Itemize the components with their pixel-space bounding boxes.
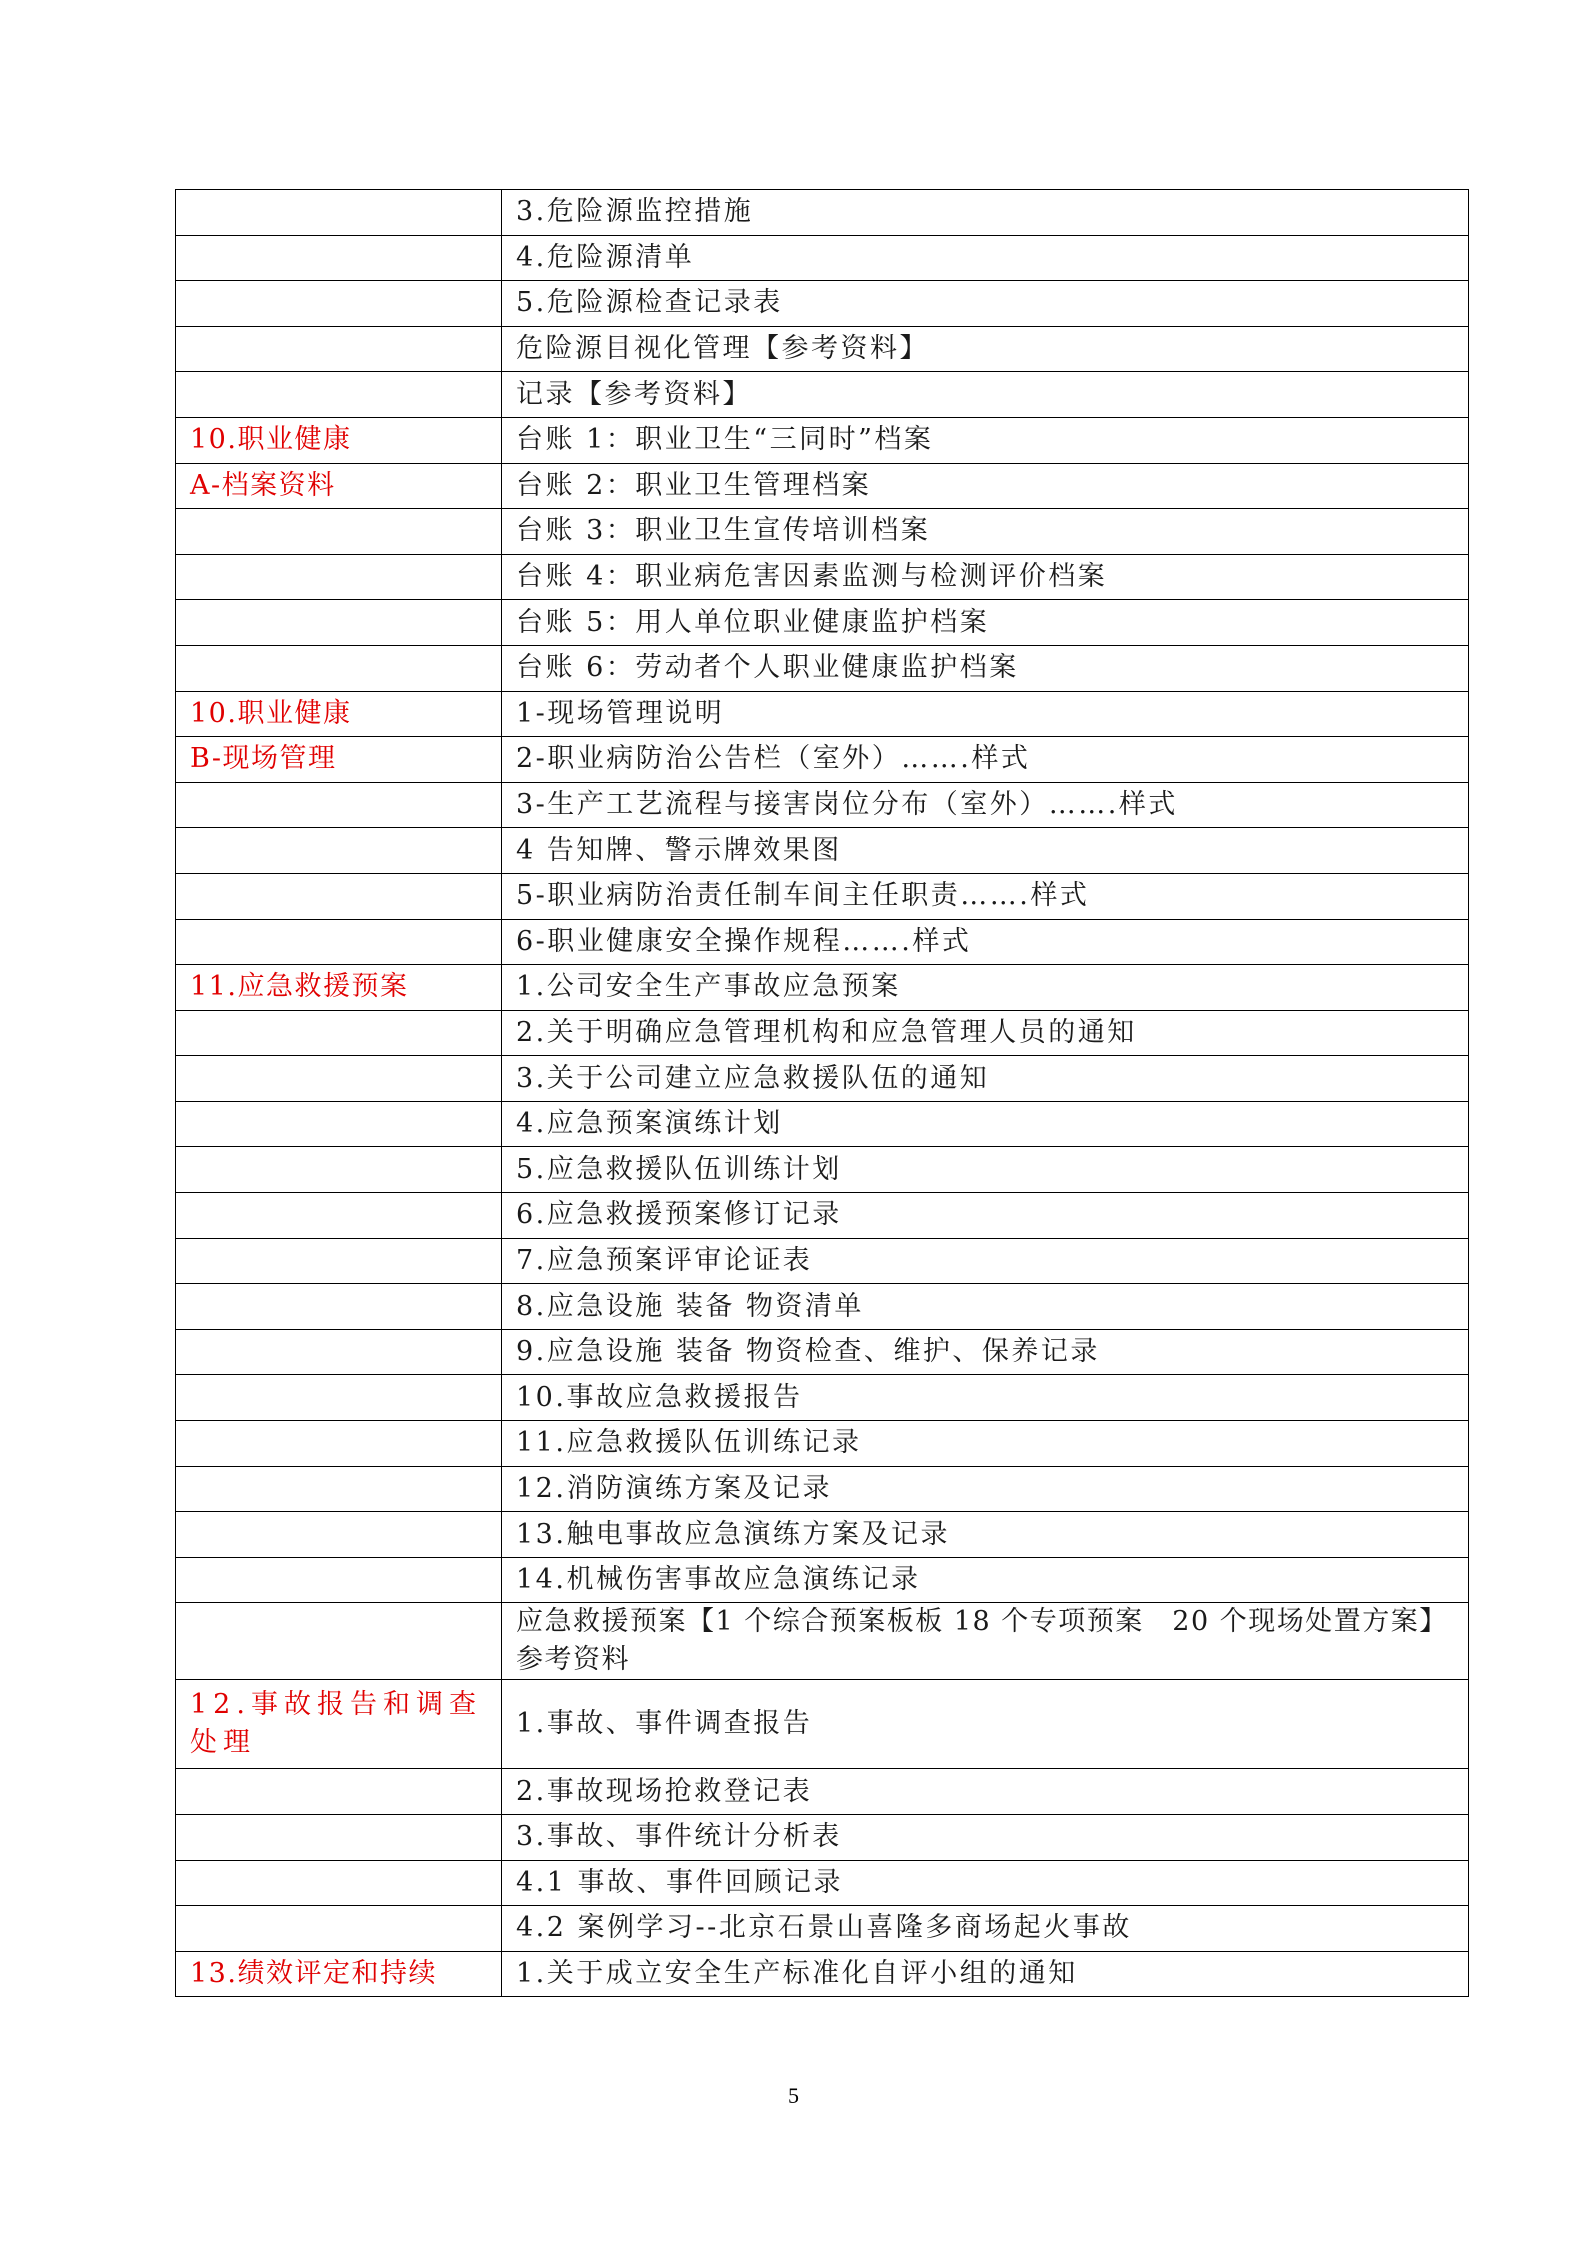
section-cell (176, 873, 502, 919)
table-row (176, 782, 1469, 828)
section-cell (176, 281, 502, 327)
item-cell: 13.触电事故应急演练方案及记录 (502, 1512, 1469, 1558)
table-row (176, 1512, 1469, 1558)
section-cell: B-现场管理 (176, 737, 502, 783)
section-cell (176, 919, 502, 965)
item-cell: 3-生产工艺流程与接害岗位分布（室外）…….样式 (502, 782, 1469, 828)
section-cell (176, 1512, 502, 1558)
item-cell: 2-职业病防治公告栏（室外）…….样式 (502, 737, 1469, 783)
table-row (176, 1147, 1469, 1193)
item-cell: 1.公司安全生产事故应急预案 (502, 965, 1469, 1011)
table-row (176, 1284, 1469, 1330)
section-cell (176, 1329, 502, 1375)
section-cell (176, 1466, 502, 1512)
section-cell (176, 190, 502, 236)
item-cell: 台账 6：劳动者个人职业健康监护档案 (502, 645, 1469, 691)
item-cell: 台账 2：职业卫生管理档案 (502, 463, 1469, 509)
section-cell (176, 1284, 502, 1330)
item-cell: 3.关于公司建立应急救援队伍的通知 (502, 1056, 1469, 1102)
table-row (176, 509, 1469, 555)
table-row (176, 873, 1469, 919)
table-row (176, 1010, 1469, 1056)
item-cell: 14.机械伤害事故应急演练记录 (502, 1557, 1469, 1603)
table-row (176, 190, 1469, 236)
section-cell (176, 1603, 502, 1680)
section-cell (176, 645, 502, 691)
item-cell: 1-现场管理说明 (502, 691, 1469, 737)
section-cell (176, 1147, 502, 1193)
section-cell: A-档案资料 (176, 463, 502, 509)
section-cell (176, 1906, 502, 1952)
item-cell: 台账 1：职业卫生“三同时”档案 (502, 417, 1469, 463)
page-number: 5 (788, 2083, 799, 2108)
item-cell: 11.应急救援队伍训练记录 (502, 1421, 1469, 1467)
section-cell (176, 509, 502, 555)
table-row (176, 1238, 1469, 1284)
table-row (176, 1329, 1469, 1375)
table-row (176, 372, 1469, 418)
table-row (176, 1421, 1469, 1467)
item-cell: 10.事故应急救援报告 (502, 1375, 1469, 1421)
item-cell: 4.2 案例学习--北京石景山喜隆多商场起火事故 (502, 1906, 1469, 1952)
table-row (176, 235, 1469, 281)
item-cell: 2.关于明确应急管理机构和应急管理人员的通知 (502, 1010, 1469, 1056)
section-cell: 12.事故报告和调查处理 (176, 1680, 502, 1769)
section-cell (176, 1860, 502, 1906)
section-cell (176, 828, 502, 874)
section-cell (176, 326, 502, 372)
table-row (176, 417, 1469, 463)
section-cell (176, 1101, 502, 1147)
document-table (175, 189, 1469, 1997)
item-cell: 台账 5：用人单位职业健康监护档案 (502, 600, 1469, 646)
table-row (176, 463, 1469, 509)
table-row (176, 281, 1469, 327)
table-row (176, 1951, 1469, 1997)
item-cell: 3.危险源监控措施 (502, 190, 1469, 236)
section-cell (176, 600, 502, 646)
table-row (176, 737, 1469, 783)
table-row (176, 1815, 1469, 1861)
item-cell: 2.事故现场抢救登记表 (502, 1769, 1469, 1815)
section-cell: 10.职业健康 (176, 691, 502, 737)
item-cell: 4 告知牌、警示牌效果图 (502, 828, 1469, 874)
table-row (176, 1193, 1469, 1239)
section-cell (176, 372, 502, 418)
item-cell: 7.应急预案评审论证表 (502, 1238, 1469, 1284)
item-cell: 4.应急预案演练计划 (502, 1101, 1469, 1147)
table-row (176, 600, 1469, 646)
item-cell: 6.应急救援预案修订记录 (502, 1193, 1469, 1239)
table-row (176, 326, 1469, 372)
item-cell: 1.关于成立安全生产标准化自评小组的通知 (502, 1951, 1469, 1997)
item-cell: 12.消防演练方案及记录 (502, 1466, 1469, 1512)
table-row (176, 691, 1469, 737)
item-cell: 9.应急设施 装备 物资检查、维护、保养记录 (502, 1329, 1469, 1375)
section-cell (176, 1010, 502, 1056)
table-row (176, 919, 1469, 965)
table-row (176, 1466, 1469, 1512)
table-row (176, 1680, 1469, 1769)
table-row (176, 1056, 1469, 1102)
table-body (176, 190, 1469, 1997)
section-cell (176, 1193, 502, 1239)
section-cell (176, 1421, 502, 1467)
item-cell: 台账 3：职业卫生宣传培训档案 (502, 509, 1469, 555)
section-cell (176, 235, 502, 281)
table-row (176, 1906, 1469, 1952)
section-cell: 13.绩效评定和持续 (176, 1951, 502, 1997)
section-cell (176, 782, 502, 828)
item-cell: 危险源目视化管理【参考资料】 (502, 326, 1469, 372)
section-cell (176, 1375, 502, 1421)
section-cell (176, 1769, 502, 1815)
item-cell: 5.危险源检查记录表 (502, 281, 1469, 327)
section-cell (176, 1815, 502, 1861)
table-row (176, 645, 1469, 691)
section-cell: 11.应急救援预案 (176, 965, 502, 1011)
item-cell: 8.应急设施 装备 物资清单 (502, 1284, 1469, 1330)
item-cell: 记录【参考资料】 (502, 372, 1469, 418)
section-cell: 10.职业健康 (176, 417, 502, 463)
table-row (176, 965, 1469, 1011)
section-cell (176, 554, 502, 600)
table-row (176, 554, 1469, 600)
table-row (176, 1375, 1469, 1421)
section-cell (176, 1557, 502, 1603)
item-cell: 5-职业病防治责任制车间主任职责…….样式 (502, 873, 1469, 919)
item-cell: 4.危险源清单 (502, 235, 1469, 281)
item-cell: 6-职业健康安全操作规程…….样式 (502, 919, 1469, 965)
table-row (176, 828, 1469, 874)
table-row (176, 1769, 1469, 1815)
item-cell: 应急救援预案【1 个综合预案板板 18 个专项预案 20 个现场处置方案】参考资料 (502, 1603, 1469, 1680)
item-cell: 3.事故、事件统计分析表 (502, 1815, 1469, 1861)
table-row (176, 1557, 1469, 1603)
table-row (176, 1860, 1469, 1906)
table-row (176, 1603, 1469, 1680)
section-cell (176, 1238, 502, 1284)
table-row (176, 1101, 1469, 1147)
item-cell: 台账 4：职业病危害因素监测与检测评价档案 (502, 554, 1469, 600)
item-cell: 1.事故、事件调查报告 (502, 1680, 1469, 1769)
section-cell (176, 1056, 502, 1102)
item-cell: 5.应急救援队伍训练计划 (502, 1147, 1469, 1193)
item-cell: 4.1 事故、事件回顾记录 (502, 1860, 1469, 1906)
